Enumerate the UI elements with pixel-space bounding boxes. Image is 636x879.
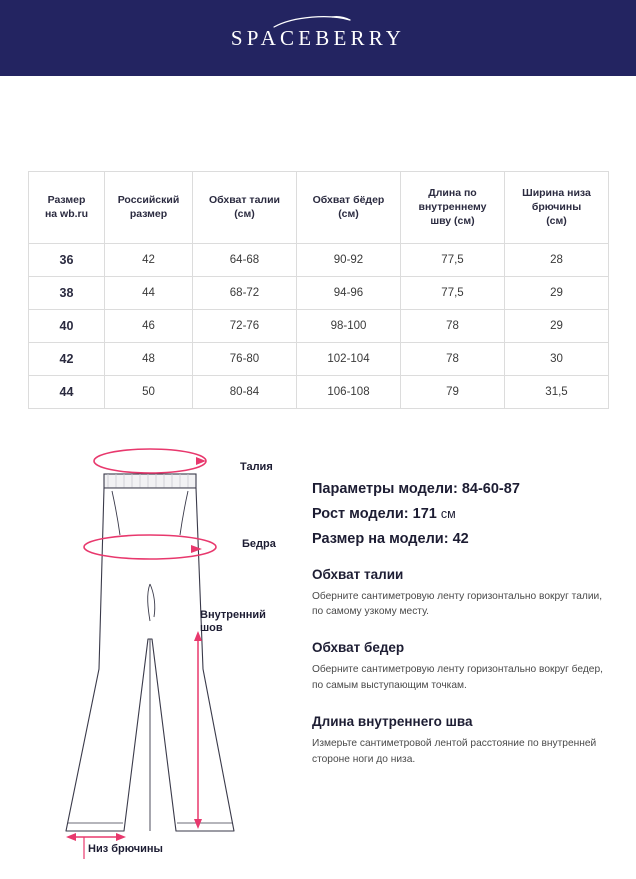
table-row — [29, 342, 609, 375]
table-cell: 38 — [29, 276, 105, 309]
table-cell: 28 — [505, 243, 609, 276]
table-cell: 79 — [401, 375, 505, 408]
table-cell: 44 — [105, 276, 193, 309]
measurement-instructions — [296, 439, 608, 768]
swoosh-icon — [272, 14, 364, 35]
table-cell: 29 — [505, 309, 609, 342]
table-header-cell: Российский размер — [105, 172, 193, 244]
model-size: Размер на модели: 42 — [312, 530, 469, 547]
trousers-illustration — [28, 439, 296, 879]
instruction-title: Обхват бедер — [312, 640, 405, 656]
instruction-text: Оберните сантиметровую ленту горизонтально вокруг талии, по самому узкому месту. — [312, 590, 603, 618]
table-cell: 94-96 — [297, 276, 401, 309]
instruction-text: Измерьте сантиметровой лентой расстояние по внутренней стороне ноги до низа. — [312, 737, 597, 765]
instruction-block-hips — [312, 640, 608, 694]
model-parameters: Параметры модели: 84-60-87 — [312, 480, 520, 497]
model-height: Рост модели: 171 см — [312, 505, 456, 522]
table-cell: 102-104 — [297, 342, 401, 375]
table-cell: 50 — [105, 375, 193, 408]
table-cell: 78 — [401, 309, 505, 342]
table-cell: 46 — [105, 309, 193, 342]
table-cell: 106-108 — [297, 375, 401, 408]
measurement-section — [0, 439, 636, 855]
table-cell: 30 — [505, 342, 609, 375]
table-row — [29, 309, 609, 342]
table-cell: 40 — [29, 309, 105, 342]
table-cell: 98-100 — [297, 309, 401, 342]
table-header-cell: Размер на wb.ru — [29, 172, 105, 244]
table-cell: 80-84 — [193, 375, 297, 408]
instruction-text: Оберните сантиметровую ленту горизонтально вокруг бедер, по самым выступающим точкам. — [312, 664, 603, 691]
table-cell: 77,5 — [401, 243, 505, 276]
table-cell: 42 — [105, 243, 193, 276]
table-header-cell: Длина по внутреннему шву (см) — [401, 172, 505, 244]
table-row — [29, 276, 609, 309]
table-cell: 64-68 — [193, 243, 297, 276]
instruction-title: Обхват талии — [312, 566, 404, 582]
table-row — [29, 243, 609, 276]
page-header — [0, 0, 636, 76]
table-cell: 77,5 — [401, 276, 505, 309]
label-hips: Бедра — [242, 537, 276, 550]
label-inseam: Внутренний шов — [200, 608, 266, 635]
instruction-block-inseam — [312, 714, 608, 768]
label-bottom: Низ брючины — [88, 842, 163, 855]
table-cell: 48 — [105, 342, 193, 375]
table-row — [29, 375, 609, 408]
table-cell: 44 — [29, 375, 105, 408]
instruction-block-waist — [312, 567, 608, 621]
table-cell: 31,5 — [505, 375, 609, 408]
table-header-cell: Обхват бёдер (см) — [297, 172, 401, 244]
table-cell: 72-76 — [193, 309, 297, 342]
size-table — [28, 171, 609, 409]
label-waist: Талия — [240, 460, 273, 473]
table-header-cell: Обхват талии (см) — [193, 172, 297, 244]
table-header-row — [29, 172, 609, 244]
table-cell: 29 — [505, 276, 609, 309]
table-cell: 36 — [29, 243, 105, 276]
size-table-container — [28, 171, 608, 409]
trousers-diagram — [28, 439, 296, 855]
table-cell: 78 — [401, 342, 505, 375]
instruction-title: Длина внутреннего шва — [312, 713, 473, 729]
brand-logo — [231, 26, 405, 51]
table-cell: 90-92 — [297, 243, 401, 276]
table-cell: 76-80 — [193, 342, 297, 375]
table-header-cell: Ширина низа брючины (см) — [505, 172, 609, 244]
brand-name: SPACEBERRY — [230, 25, 406, 50]
table-cell: 42 — [29, 342, 105, 375]
table-cell: 68-72 — [193, 276, 297, 309]
